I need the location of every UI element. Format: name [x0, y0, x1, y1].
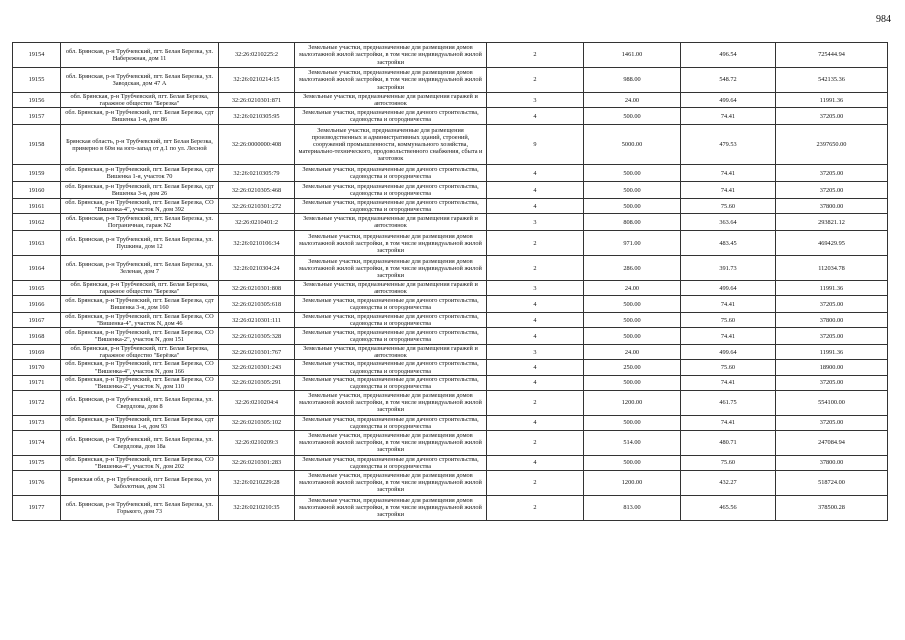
address-cell: обл. Брянская, р-н Трубчевский, пгт. Белая Березка, ул. Пушкина, дом 12 [61, 231, 219, 256]
area-cell: 514.00 [584, 430, 681, 455]
land-use-cell: Земельные участки, предназначенные для размещения домов малоэтажной жилой застройки, в том числе индивидуальной жилой застройки [295, 495, 487, 520]
table-row [13, 93, 888, 108]
row-number: 19170 [13, 360, 61, 375]
table-row [13, 43, 888, 68]
land-use-cell: Земельные участки, предназначенные для размещения гаражей и автостоянок [295, 281, 487, 296]
unit-value-cell: 74.41 [681, 375, 776, 390]
land-use-cell: Земельные участки, предназначенные для дачного строительства, садоводства и огородничества [295, 328, 487, 345]
table-row [13, 313, 888, 328]
category-cell: 3 [487, 93, 584, 108]
cadastral-value-cell: 554100.00 [776, 390, 888, 415]
address-cell: обл. Брянская, р-н Трубчевский, пгт. Белая Березка, СО "Вишенка-2", участок N, дом 151 [61, 328, 219, 345]
table-row [13, 430, 888, 455]
row-number: 19168 [13, 328, 61, 345]
unit-value-cell: 480.71 [681, 430, 776, 455]
cadastral-value-cell: 11991.36 [776, 281, 888, 296]
address-cell: обл. Брянская, р-н Трубчевский, пгт. Белая Березка, СО "Вишенка-4", участок N, дом 202 [61, 455, 219, 470]
category-cell: 4 [487, 455, 584, 470]
row-number: 19162 [13, 214, 61, 231]
address-cell: обл. Брянская, р-н Трубчевский, пгт. Белая Березка, ул. Заводская, дом 47 А [61, 68, 219, 93]
land-use-cell: Земельные участки, предназначенные для дачного строительства, садоводства и огородничества [295, 313, 487, 328]
unit-value-cell: 75.60 [681, 360, 776, 375]
cadastral-value-cell: 37205.00 [776, 296, 888, 313]
land-use-cell: Земельные участки, предназначенные для дачного строительства, садоводства и огородничества [295, 199, 487, 214]
address-cell: обл. Брянская, р-н Трубчевский, пгт. Белая Березка, сдт Вишенка 3-я, дом 26 [61, 182, 219, 199]
table-row [13, 328, 888, 345]
row-number: 19172 [13, 390, 61, 415]
cadastral-value-cell: 518724.00 [776, 470, 888, 495]
row-number: 19167 [13, 313, 61, 328]
area-cell: 500.00 [584, 199, 681, 214]
unit-value-cell: 363.64 [681, 214, 776, 231]
address-cell: обл. Брянская, р-н Трубчевский, пгт. Белая Березка, гаражное общество "Берёзка" [61, 345, 219, 360]
cadastral-value-cell: 11991.36 [776, 345, 888, 360]
category-cell: 2 [487, 43, 584, 68]
area-cell: 500.00 [584, 375, 681, 390]
address-cell: обл. Брянская, р-н Трубчевский, пгт. Белая Березка, гаражное общество "Березка" [61, 281, 219, 296]
cadastral-value-cell: 2397650.00 [776, 125, 888, 165]
address-cell: Брянская обл, р-н Трубчевский, пгт Белая Березка, ул Заболотная, дом 31 [61, 470, 219, 495]
category-cell: 4 [487, 182, 584, 199]
area-cell: 500.00 [584, 455, 681, 470]
area-cell: 1200.00 [584, 390, 681, 415]
table-row [13, 495, 888, 520]
cadastral-value-cell: 18900.00 [776, 360, 888, 375]
address-cell: обл. Брянская, р-н Трубчевский, пгт. Белая Березка, СО "Вишенка-2", участок N, дом 110 [61, 375, 219, 390]
category-cell: 3 [487, 281, 584, 296]
address-cell: обл. Брянская, р-н Трубчевский, пгт. Белая Березка, ул. Пограничная, гараж N2 [61, 214, 219, 231]
row-number: 19176 [13, 470, 61, 495]
category-cell: 4 [487, 328, 584, 345]
category-cell: 4 [487, 313, 584, 328]
cadastral-value-cell: 37800.00 [776, 313, 888, 328]
land-use-cell: Земельные участки, предназначенные для дачного строительства, садоводства и огородничества [295, 415, 487, 430]
cadastral-value-cell: 37205.00 [776, 375, 888, 390]
area-cell: 500.00 [584, 328, 681, 345]
address-cell: обл. Брянская, р-н Трубчевский, пгт. Белая Березка, ул. Свердлова, дом 18а [61, 430, 219, 455]
row-number: 19159 [13, 165, 61, 182]
area-cell: 24.00 [584, 345, 681, 360]
land-use-cell: Земельные участки, предназначенные для дачного строительства, садоводства и огородничества [295, 455, 487, 470]
land-use-cell: Земельные участки, предназначенные для дачного строительства, садоводства и огородничества [295, 360, 487, 375]
cadastral-value-cell: 542135.36 [776, 68, 888, 93]
area-cell: 500.00 [584, 165, 681, 182]
land-use-cell: Земельные участки, предназначенные для дачного строительства, садоводства и огородничества [295, 108, 487, 125]
category-cell: 2 [487, 256, 584, 281]
address-cell: обл. Брянская, р-н Трубчевский, пгт. Белая Березка, ул. Набережная, дом 11 [61, 43, 219, 68]
category-cell: 4 [487, 108, 584, 125]
cadastral-number-cell: 32:26:0210209:3 [219, 430, 295, 455]
table-row [13, 345, 888, 360]
area-cell: 813.00 [584, 495, 681, 520]
page-number: 984 [876, 14, 891, 25]
table-row [13, 125, 888, 165]
cadastral-number-cell: 32:26:0210305:79 [219, 165, 295, 182]
category-cell: 2 [487, 68, 584, 93]
table-row [13, 182, 888, 199]
unit-value-cell: 432.27 [681, 470, 776, 495]
row-number: 19177 [13, 495, 61, 520]
address-cell: обл. Брянская, р-н Трубчевский, пгт. Белая Березка, сдт Вишенка 1-я, дом 93 [61, 415, 219, 430]
area-cell: 250.00 [584, 360, 681, 375]
row-number: 19158 [13, 125, 61, 165]
category-cell: 3 [487, 214, 584, 231]
area-cell: 500.00 [584, 296, 681, 313]
row-number: 19161 [13, 199, 61, 214]
row-number: 19163 [13, 231, 61, 256]
cadastral-number-cell: 32:26:0210305:468 [219, 182, 295, 199]
row-number: 19155 [13, 68, 61, 93]
unit-value-cell: 74.41 [681, 108, 776, 125]
cadastral-value-cell: 37205.00 [776, 165, 888, 182]
area-cell: 1200.00 [584, 470, 681, 495]
cadastral-number-cell: 32:26:0000000:408 [219, 125, 295, 165]
table-row [13, 199, 888, 214]
cadastral-number-cell: 32:26:0210229:28 [219, 470, 295, 495]
table-row [13, 68, 888, 93]
cadastral-number-cell: 32:26:0210301:808 [219, 281, 295, 296]
cadastral-number-cell: 32:26:0210106:34 [219, 231, 295, 256]
address-cell: обл. Брянская, р-н Трубчевский, пгт. Белая Березка, ул. Зеленая, дом 7 [61, 256, 219, 281]
address-cell: Брянская область, р-н Трубчевский, пгт Белая Березка, примерно в 60м на юго-запад от д.1 по ул. Лесной [61, 125, 219, 165]
cadastral-number-cell: 32:26:0210305:95 [219, 108, 295, 125]
cadastral-number-cell: 32:26:0210301:871 [219, 93, 295, 108]
land-use-cell: Земельные участки, предназначенные для размещения домов малоэтажной жилой застройки, в том числе индивидуальной жилой застройки [295, 470, 487, 495]
row-number: 19166 [13, 296, 61, 313]
cadastral-number-cell: 32:26:0210401:2 [219, 214, 295, 231]
unit-value-cell: 465.56 [681, 495, 776, 520]
land-use-cell: Земельные участки, предназначенные для дачного строительства, садоводства и огородничества [295, 165, 487, 182]
area-cell: 1461.00 [584, 43, 681, 68]
area-cell: 500.00 [584, 415, 681, 430]
cadastral-value-cell: 37205.00 [776, 328, 888, 345]
address-cell: обл. Брянская, р-н Трубчевский, пгт. Белая Березка, сдт Вишенка 1-я, дом 86 [61, 108, 219, 125]
cadastral-number-cell: 32:26:0210301:272 [219, 199, 295, 214]
cadastral-value-cell: 378500.28 [776, 495, 888, 520]
cadastral-number-cell: 32:26:0210301:111 [219, 313, 295, 328]
table-row [13, 455, 888, 470]
cadastral-value-cell: 37800.00 [776, 199, 888, 214]
category-cell: 4 [487, 296, 584, 313]
cadastral-number-cell: 32:26:0210214:15 [219, 68, 295, 93]
table-row [13, 256, 888, 281]
land-use-cell: Земельные участки, предназначенные для размещения домов малоэтажной жилой застройки, в том числе индивидуальной жилой застройки [295, 68, 487, 93]
cadastral-number-cell: 32:26:0210225:2 [219, 43, 295, 68]
address-cell: обл. Брянская, р-н Трубчевский, пгт. Белая Березка, сдт Вишенка 3-я, дом 160 [61, 296, 219, 313]
area-cell: 5000.00 [584, 125, 681, 165]
land-use-cell: Земельные участки, предназначенные для размещения гаражей и автостоянок [295, 93, 487, 108]
address-cell: обл. Брянская, р-н Трубчевский, пгт. Белая Березка, СО "Вишенка-4", участок N, дом 166 [61, 360, 219, 375]
address-cell: обл. Брянская, р-н Трубчевский, пгт. Белая Березка, СО "Вишенка-4", участок N, дом 46 [61, 313, 219, 328]
land-use-cell: Земельные участки, предназначенные для размещения гаражей и автостоянок [295, 214, 487, 231]
category-cell: 4 [487, 199, 584, 214]
unit-value-cell: 479.53 [681, 125, 776, 165]
category-cell: 2 [487, 495, 584, 520]
address-cell: обл. Брянская, р-н Трубчевский, пгт. Белая Березка, сдт Вишенка 1-я, участок 70 [61, 165, 219, 182]
row-number: 19156 [13, 93, 61, 108]
cadastral-number-cell: 32:26:0210301:243 [219, 360, 295, 375]
cadastral-value-cell: 11991.36 [776, 93, 888, 108]
address-cell: обл. Брянская, р-н Трубчевский, пгт. Белая Березка, СО "Вишенка-4", участок N, дом 392 [61, 199, 219, 214]
table-row [13, 375, 888, 390]
table-row [13, 296, 888, 313]
cadastral-value-cell: 247084.94 [776, 430, 888, 455]
table-row [13, 415, 888, 430]
area-cell: 971.00 [584, 231, 681, 256]
address-cell: обл. Брянская, р-н Трубчевский, пгт. Белая Березка, ул. Свердлова, дом 8 [61, 390, 219, 415]
unit-value-cell: 74.41 [681, 165, 776, 182]
area-cell: 24.00 [584, 281, 681, 296]
row-number: 19165 [13, 281, 61, 296]
unit-value-cell: 75.60 [681, 199, 776, 214]
table-row [13, 231, 888, 256]
cadastral-number-cell: 32:26:0210305:328 [219, 328, 295, 345]
table-row [13, 214, 888, 231]
unit-value-cell: 461.75 [681, 390, 776, 415]
table-row [13, 470, 888, 495]
unit-value-cell: 499.64 [681, 345, 776, 360]
unit-value-cell: 74.41 [681, 415, 776, 430]
unit-value-cell: 74.41 [681, 328, 776, 345]
category-cell: 4 [487, 375, 584, 390]
unit-value-cell: 391.73 [681, 256, 776, 281]
unit-value-cell: 499.64 [681, 281, 776, 296]
cadastral-value-cell: 37800.00 [776, 455, 888, 470]
category-cell: 9 [487, 125, 584, 165]
cadastral-number-cell: 32:26:0210305:618 [219, 296, 295, 313]
land-use-cell: Земельные участки, предназначенные для размещения домов малоэтажной жилой застройки, в том числе индивидуальной жилой застройки [295, 390, 487, 415]
cadastral-number-cell: 32:26:0210301:283 [219, 455, 295, 470]
cadastral-value-cell: 37205.00 [776, 108, 888, 125]
address-cell: обл. Брянская, р-н Трубчевский, пгт. Белая Березка, гаражное общество "Березка" [61, 93, 219, 108]
category-cell: 4 [487, 165, 584, 182]
row-number: 19169 [13, 345, 61, 360]
category-cell: 4 [487, 360, 584, 375]
table-row [13, 360, 888, 375]
cadastral-value-cell: 293821.12 [776, 214, 888, 231]
category-cell: 2 [487, 470, 584, 495]
cadastral-value-cell: 37205.00 [776, 415, 888, 430]
area-cell: 500.00 [584, 182, 681, 199]
cadastral-number-cell: 32:26:0210304:24 [219, 256, 295, 281]
table-row [13, 165, 888, 182]
land-registry-table [12, 42, 888, 521]
unit-value-cell: 74.41 [681, 182, 776, 199]
category-cell: 3 [487, 345, 584, 360]
cadastral-number-cell: 32:26:0210305:102 [219, 415, 295, 430]
area-cell: 24.00 [584, 93, 681, 108]
land-use-cell: Земельные участки, предназначенные для размещения производственных и административных зданий, строений, сооружений промышленности, коммунального хозяйства, материально-технического, продовольственного снабжения, сбыта и заготовок [295, 125, 487, 165]
land-use-cell: Земельные участки, предназначенные для размещения домов малоэтажной жилой застройки, в том числе индивидуальной жилой застройки [295, 43, 487, 68]
cadastral-value-cell: 469429.95 [776, 231, 888, 256]
category-cell: 2 [487, 231, 584, 256]
table-row [13, 390, 888, 415]
land-use-cell: Земельные участки, предназначенные для размещения домов малоэтажной жилой застройки, в том числе индивидуальной жилой застройки [295, 231, 487, 256]
category-cell: 4 [487, 415, 584, 430]
cadastral-value-cell: 112034.78 [776, 256, 888, 281]
unit-value-cell: 483.45 [681, 231, 776, 256]
land-use-cell: Земельные участки, предназначенные для дачного строительства, садоводства и огородничества [295, 182, 487, 199]
cadastral-number-cell: 32:26:0210305:291 [219, 375, 295, 390]
unit-value-cell: 74.41 [681, 296, 776, 313]
area-cell: 988.00 [584, 68, 681, 93]
cadastral-number-cell: 32:26:0210210:35 [219, 495, 295, 520]
address-cell: обл. Брянская, р-н Трубчевский, пгт. Белая Березка, ул. Горького, дом 73 [61, 495, 219, 520]
category-cell: 2 [487, 430, 584, 455]
table-row [13, 281, 888, 296]
cadastral-number-cell: 32:26:0210204:4 [219, 390, 295, 415]
table-row [13, 108, 888, 125]
row-number: 19175 [13, 455, 61, 470]
unit-value-cell: 496.54 [681, 43, 776, 68]
row-number: 19164 [13, 256, 61, 281]
table-body [13, 43, 888, 521]
unit-value-cell: 75.60 [681, 313, 776, 328]
row-number: 19174 [13, 430, 61, 455]
row-number: 19171 [13, 375, 61, 390]
area-cell: 286.00 [584, 256, 681, 281]
category-cell: 2 [487, 390, 584, 415]
cadastral-value-cell: 37205.00 [776, 182, 888, 199]
unit-value-cell: 548.72 [681, 68, 776, 93]
row-number: 19157 [13, 108, 61, 125]
area-cell: 500.00 [584, 313, 681, 328]
land-use-cell: Земельные участки, предназначенные для дачного строительства, садоводства и огородничества [295, 375, 487, 390]
row-number: 19160 [13, 182, 61, 199]
unit-value-cell: 75.60 [681, 455, 776, 470]
row-number: 19173 [13, 415, 61, 430]
cadastral-value-cell: 725444.94 [776, 43, 888, 68]
land-use-cell: Земельные участки, предназначенные для дачного строительства, садоводства и огородничества [295, 296, 487, 313]
unit-value-cell: 499.64 [681, 93, 776, 108]
land-use-cell: Земельные участки, предназначенные для размещения гаражей и автостоянок [295, 345, 487, 360]
land-use-cell: Земельные участки, предназначенные для размещения домов малоэтажной жилой застройки, в том числе индивидуальной жилой застройки [295, 256, 487, 281]
row-number: 19154 [13, 43, 61, 68]
land-use-cell: Земельные участки, предназначенные для размещения домов малоэтажной жилой застройки, в том числе индивидуальной жилой застройки [295, 430, 487, 455]
area-cell: 500.00 [584, 108, 681, 125]
cadastral-number-cell: 32:26:0210301:767 [219, 345, 295, 360]
area-cell: 808.00 [584, 214, 681, 231]
